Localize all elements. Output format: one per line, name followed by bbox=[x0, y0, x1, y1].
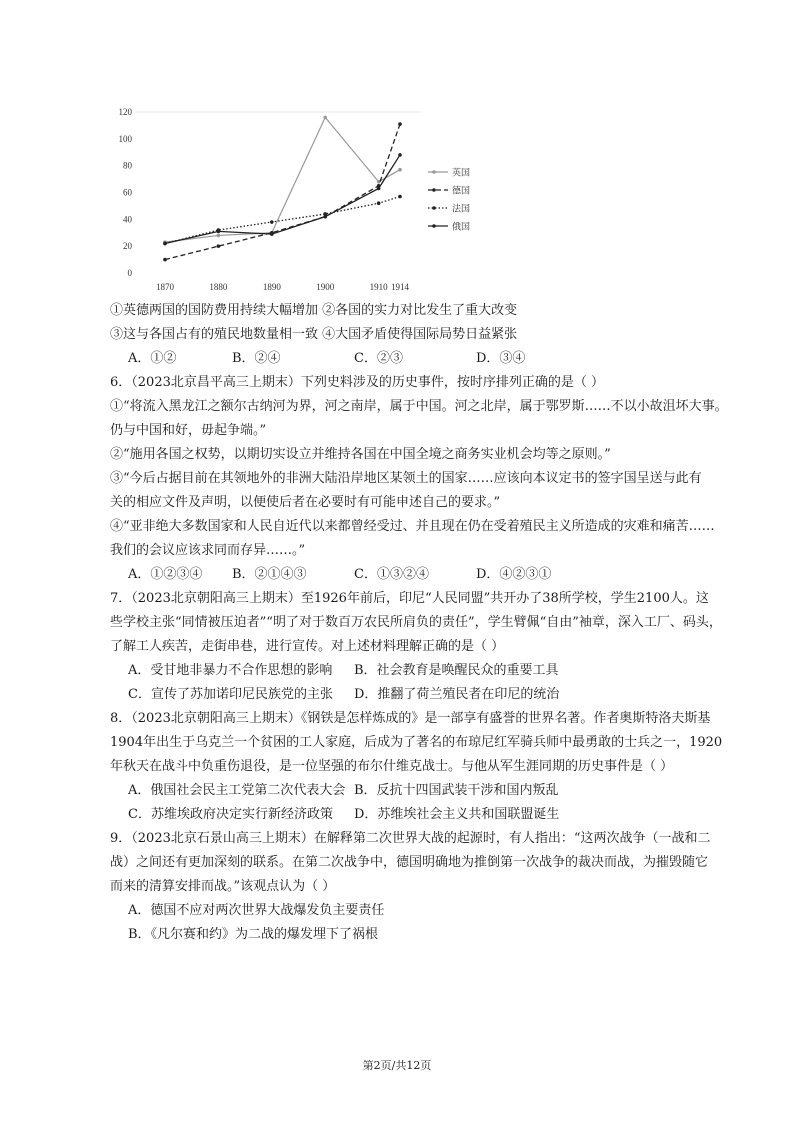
x-tick-label: 1914 bbox=[391, 282, 409, 292]
q8-option-c[interactable]: C．苏维埃政府决定实行新经济政策 bbox=[128, 807, 333, 822]
q5-option-a[interactable]: A．①② bbox=[128, 351, 177, 366]
q6-option-a[interactable]: A．①②③④ bbox=[128, 567, 203, 582]
q6-title: 6．（2023北京昌平高三上期末）下列史料涉及的历史事件，按时序排列正确的是（ ） bbox=[110, 375, 604, 390]
series-point-3 bbox=[377, 187, 381, 191]
q7-option-a[interactable]: A．受甘地非暴力不合作思想的影响 bbox=[128, 663, 333, 678]
q7-option-c[interactable]: C．宣传了苏加诺印尼民族党的主张 bbox=[128, 687, 333, 702]
series-point-1 bbox=[398, 122, 402, 126]
q7-line: 些学校主张“同情被压迫者”“明了对于数百万农民所肩负的责任”，学生臂佩“自由”袖章，深入工厂、码头， bbox=[110, 615, 722, 630]
series-point-1 bbox=[163, 258, 167, 262]
q6-line: 我们的会议应该求同而存异……。” bbox=[110, 543, 306, 558]
q6-line: ③“今后占据目前在其领地外的非洲大陆沿岸地区某领土的国家……应该向本议定书的签字国呈送与此有 bbox=[110, 471, 702, 486]
q9-option-b[interactable]: B．《凡尔赛和约》为二战的爆发埋下了祸根 bbox=[128, 927, 379, 942]
series-point-2 bbox=[398, 195, 402, 199]
y-tick-label: 80 bbox=[123, 160, 132, 171]
legend-marker-2 bbox=[432, 206, 436, 210]
x-tick-label: 1870 bbox=[156, 282, 174, 292]
q5-option-c[interactable]: C．②③ bbox=[354, 351, 403, 366]
x-tick-label: 1880 bbox=[209, 282, 228, 292]
y-tick-label: 40 bbox=[123, 214, 132, 225]
q9-line: 9．（2023北京石景山高三上期末）在解释第二次世界大战的起源时，有人指出：“这两次战争（一战和二 bbox=[110, 831, 711, 846]
x-tick-label: 1900 bbox=[316, 282, 335, 292]
legend-label-1: 德国 bbox=[452, 185, 471, 196]
q8-line: 1904年出生于乌克兰一个贫困的工人家庭，后成为了著名的布琼尼红军骑兵师中最勇敢的士兵之一，1920 bbox=[110, 735, 723, 750]
y-tick-label: 100 bbox=[118, 133, 132, 144]
y-tick-label: 0 bbox=[127, 268, 132, 278]
series-point-3 bbox=[163, 242, 167, 246]
legend-marker-3 bbox=[432, 224, 436, 228]
q5-statements-line2: ③这与各国占有的殖民地数量相一致 ④大国矛盾使得国际局势日益紧张 bbox=[110, 327, 518, 342]
q8-option-a[interactable]: A．俄国社会民主工党第二次代表大会 bbox=[128, 783, 346, 798]
q6-option-c[interactable]: C．①③②④ bbox=[354, 567, 429, 582]
series-point-0 bbox=[398, 168, 402, 172]
y-tick-label: 120 bbox=[118, 107, 132, 117]
q9-line: 战）之间还有更加深刻的联系。在第二次战争中，德国明确地为推倒第一次战争的裁决而战，为摧毁随它 bbox=[110, 855, 709, 870]
q6-line: ①“将流入黑龙江之额尔古纳河为界，河之南岸，属于中国。河之北岸，属于鄂罗斯……不以小故沮坏大事。 bbox=[110, 399, 728, 414]
q5-option-b[interactable]: B．②④ bbox=[232, 351, 281, 366]
legend-label-0: 英国 bbox=[452, 167, 471, 178]
y-tick-label: 20 bbox=[123, 241, 132, 252]
series-line-1 bbox=[165, 124, 400, 260]
q5-option-d[interactable]: D．③④ bbox=[476, 351, 526, 366]
q7-option-d[interactable]: D．推翻了荷兰殖民者在印尼的统治 bbox=[354, 687, 560, 702]
series-line-0 bbox=[165, 117, 400, 242]
series-point-3 bbox=[217, 230, 221, 234]
legend-label-2: 法国 bbox=[452, 203, 471, 214]
series-point-3 bbox=[323, 215, 327, 219]
q6-option-d[interactable]: D．④②③① bbox=[476, 567, 552, 582]
q7-line: 了解工人疾苦，走街串巷，进行宣传。对上述材料理解正确的是（ ） bbox=[110, 639, 505, 654]
series-point-2 bbox=[270, 220, 274, 224]
series-point-0 bbox=[217, 234, 221, 238]
series-line-2 bbox=[165, 197, 400, 244]
q8-option-d[interactable]: D．苏维埃社会主义共和国联盟诞生 bbox=[354, 807, 560, 822]
legend-label-3: 俄国 bbox=[452, 221, 471, 232]
legend-marker-1 bbox=[432, 188, 436, 192]
q7-line: 7．（2023北京朝阳高三上期末）至1926年前后，印尼“人民同盟”共开办了38所学校，学生2100人。这 bbox=[110, 591, 709, 606]
q9-option-a[interactable]: A．德国不应对两次世界大战爆发负主要责任 bbox=[128, 903, 385, 918]
q8-line: 年秋天在战斗中负重伤退役，是一位坚强的布尔什维克战士。与他从军生涯同期的历史事件是（ ） bbox=[110, 759, 674, 774]
y-tick-label: 60 bbox=[123, 187, 132, 198]
q8-line: 8．（2023北京朝阳高三上期末）《钢铁是怎样炼成的》是一部享有盛誉的世界名著。作者奥斯特洛夫斯基 bbox=[110, 711, 711, 726]
series-point-0 bbox=[323, 116, 327, 120]
x-tick-label: 1910 bbox=[369, 282, 388, 292]
q9-line: 而来的清算安排而战。”该观点认为（ ） bbox=[110, 879, 336, 894]
series-line-3 bbox=[165, 155, 400, 244]
q6-line: ④“亚非绝大多数国家和人民自近代以来都曾经受过、并且现在仍在受着殖民主义所造成的灾难和痛苦…… bbox=[110, 519, 715, 534]
q6-option-b[interactable]: B．②①④③ bbox=[232, 567, 307, 582]
x-tick-label: 1890 bbox=[262, 282, 281, 292]
series-point-3 bbox=[398, 153, 402, 157]
series-point-1 bbox=[217, 244, 221, 248]
q7-option-b[interactable]: B．社会教育是唤醒民众的重要工具 bbox=[354, 663, 559, 678]
legend-marker-0 bbox=[432, 170, 436, 174]
series-point-2 bbox=[377, 201, 381, 205]
q5-statements-line1: ①英德两国的国防费用持续大幅增加 ②各国的实力对比发生了重大改变 bbox=[110, 303, 518, 318]
q6-line: ②“施用各国之权势，以期切实设立并维持各国在中国全境之商务实业机会均等之原则。” bbox=[110, 447, 611, 462]
chart-svg bbox=[110, 100, 490, 300]
q6-line: 仍与中国和好，毋起争端。” bbox=[110, 423, 267, 438]
line-chart bbox=[110, 100, 490, 300]
series-point-3 bbox=[270, 232, 274, 236]
q6-line: 关的相应文件及声明，以便使后者在必要时有可能申述自己的要求。” bbox=[110, 495, 501, 510]
q8-option-b[interactable]: B．反抗十四国武装干涉和国内叛乱 bbox=[354, 783, 559, 798]
page-footer: 第2页/共12页 bbox=[362, 1059, 432, 1072]
